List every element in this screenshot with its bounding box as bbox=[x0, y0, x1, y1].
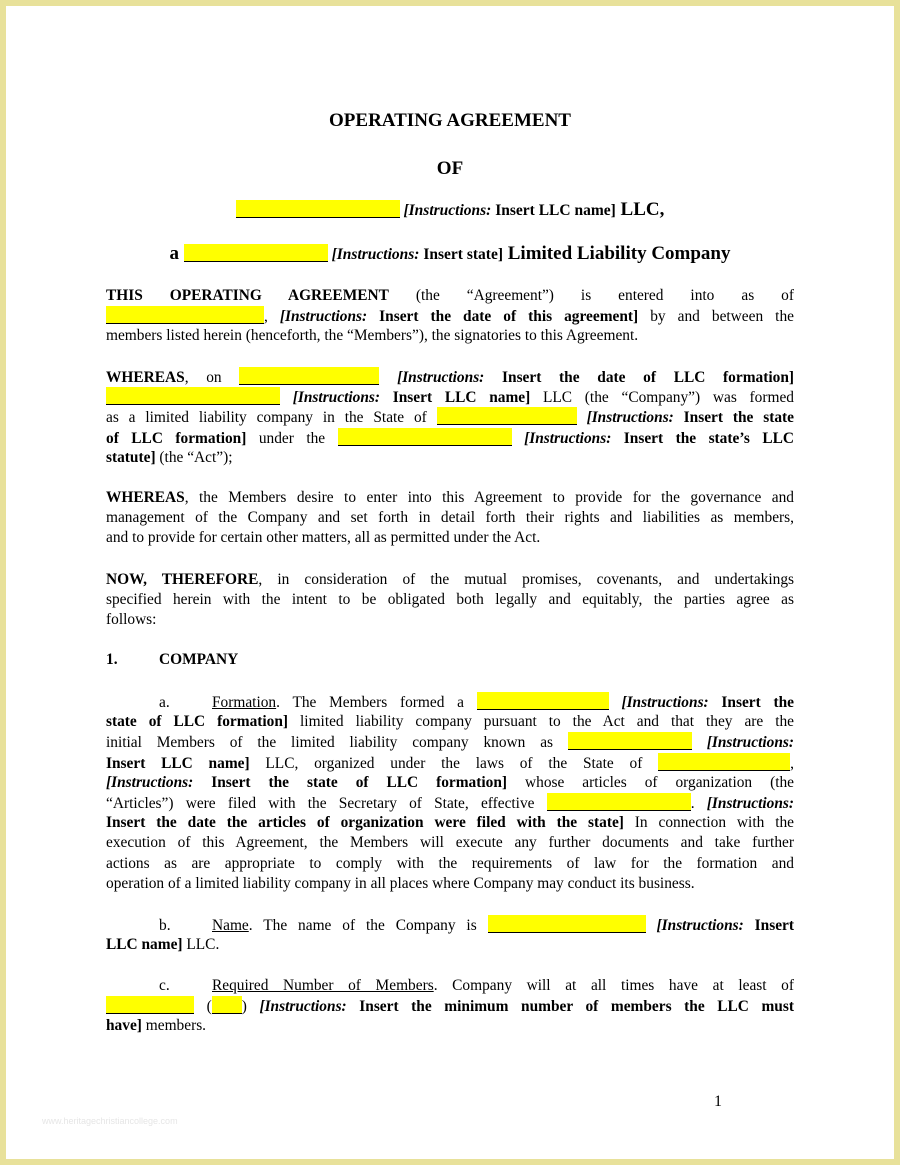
state-blank-2[interactable] bbox=[658, 753, 790, 771]
now-therefore-paragraph bbox=[106, 570, 794, 631]
state-blank[interactable] bbox=[184, 244, 328, 262]
text: . The Members formed a bbox=[276, 694, 477, 711]
text: whose articles of organization (the bbox=[507, 773, 794, 791]
llc-name-blank-2[interactable] bbox=[106, 387, 280, 405]
instr-italic: [Instructions: bbox=[259, 998, 347, 1016]
instr-italic: [Instructions: bbox=[292, 389, 380, 407]
instr-italic: [Instructions: bbox=[397, 369, 485, 386]
text: . Company will at all times have at least of bbox=[433, 977, 794, 994]
instr-text: Insert state] bbox=[419, 246, 503, 263]
instr-text: Insert LLC name] bbox=[491, 202, 616, 219]
intro-paragraph bbox=[106, 286, 794, 347]
instr-italic: [Instructions: bbox=[279, 308, 368, 326]
llc-suffix: LLC, bbox=[615, 199, 665, 220]
instr-italic: [Instructions: bbox=[586, 409, 674, 427]
bold-lead: WHEREAS bbox=[106, 489, 185, 506]
formation-state-blank-2[interactable] bbox=[477, 692, 609, 710]
text: ) bbox=[241, 998, 260, 1016]
bold-lead: WHEREAS bbox=[106, 369, 185, 386]
text: LLC, organized under the laws of the State of bbox=[249, 754, 659, 772]
subsection-heading: Formation bbox=[212, 694, 277, 711]
instr-text: Insert the date of LLC formation] bbox=[484, 369, 794, 386]
instr-text: statute] bbox=[106, 448, 156, 466]
text: , bbox=[264, 308, 280, 326]
subsection-a bbox=[106, 692, 794, 894]
text: operation of a limited liability company in all places where Company may conduct its business. bbox=[106, 874, 695, 892]
subsection-b bbox=[106, 915, 794, 955]
text: execution of this Agreement, the Members will execute any further documents and take further bbox=[106, 834, 794, 852]
instr-italic: [Instructions: bbox=[403, 202, 492, 219]
llc-name-line bbox=[6, 199, 894, 221]
page-number: 1 bbox=[714, 1093, 722, 1110]
company-name-blank[interactable] bbox=[488, 915, 646, 933]
instr-italic: [Instructions: bbox=[621, 694, 709, 711]
instr-text: Insert the date the articles of organization were filed with the state] bbox=[106, 814, 624, 832]
text: . The name of the Company is bbox=[248, 917, 488, 934]
section-title: COMPANY bbox=[159, 651, 239, 668]
subsection-heading: Name bbox=[212, 917, 249, 934]
text: under the bbox=[246, 429, 338, 447]
text: and to provide for certain other matters, all as permitted under the Act. bbox=[106, 529, 541, 547]
instr-text: have] bbox=[106, 1017, 142, 1035]
instr-italic: [Instructions: bbox=[656, 917, 744, 934]
text: members. bbox=[141, 1017, 207, 1035]
min-members-words-blank[interactable] bbox=[106, 996, 194, 1014]
text: management of the Company and set forth in detail forth their rights and liabilities as members, bbox=[106, 509, 794, 527]
instr-text: Insert LLC name] bbox=[380, 389, 531, 407]
text: limited liability company pursuant to the Act and that they are the bbox=[288, 713, 794, 731]
formation-date-blank[interactable] bbox=[239, 367, 379, 385]
text: by and between the bbox=[638, 308, 794, 326]
subsection-heading: Required Number of Members bbox=[212, 977, 434, 994]
text: specified herein with the intent to be obligated both legally and equitably, the parties agree as bbox=[106, 591, 794, 609]
text: LLC (the “Company”) was formed bbox=[530, 389, 794, 407]
instr-text: Insert the state bbox=[673, 409, 794, 427]
text: , bbox=[790, 754, 794, 772]
state-line bbox=[6, 243, 894, 265]
text: actions as are appropriate to comply with the requirements of law for the formation and bbox=[106, 854, 794, 872]
bold-lead: NOW, THEREFORE bbox=[106, 571, 259, 588]
section-number: 1. bbox=[106, 651, 118, 668]
text: follows: bbox=[106, 611, 157, 629]
llc-name-blank[interactable] bbox=[236, 200, 400, 218]
text: initial Members of the limited liability company known as bbox=[106, 734, 568, 752]
instr-italic: [Instructions: bbox=[706, 794, 794, 812]
text: as a limited liability company in the State of bbox=[106, 409, 437, 427]
agreement-date-blank[interactable] bbox=[106, 306, 264, 324]
text: , on bbox=[184, 369, 240, 386]
instr-text: Insert the bbox=[708, 694, 794, 711]
subsection-label: c. bbox=[159, 977, 170, 994]
subsection-label: a. bbox=[159, 694, 170, 711]
text: , in consideration of the mutual promises, covenants, and undertakings bbox=[258, 571, 794, 588]
instr-text: Insert LLC name] bbox=[106, 754, 250, 772]
instr-italic: [Instructions: bbox=[106, 773, 194, 791]
instr-italic: [Instructions: bbox=[331, 246, 420, 263]
text: ( bbox=[194, 998, 212, 1016]
instr-text: Insert the date of this agreement] bbox=[367, 308, 639, 326]
instr-text: Insert the state of LLC formation] bbox=[193, 773, 508, 791]
text: (the “Act”); bbox=[155, 448, 233, 466]
llc-name-blank-3[interactable] bbox=[568, 732, 692, 750]
doc-title-of: OF bbox=[436, 158, 464, 179]
text: , the Members desire to enter into this Agreement to provide for the governance and bbox=[184, 489, 794, 506]
section-heading bbox=[106, 651, 238, 669]
instr-italic: [Instructions: bbox=[706, 734, 794, 752]
doc-title: OPERATING AGREEMENT bbox=[329, 110, 571, 131]
formation-state-blank[interactable] bbox=[437, 407, 577, 425]
text: members listed herein (henceforth, the “Members”), the signatories to this Agreement. bbox=[106, 327, 639, 345]
instr-text: LLC name] bbox=[106, 936, 183, 954]
instr-text: state of LLC formation] bbox=[106, 713, 289, 731]
text: LLC. bbox=[182, 936, 220, 954]
subsection-label: b. bbox=[159, 917, 171, 934]
article-a: a bbox=[169, 243, 184, 264]
watermark: www.heritagechristiancollege.com bbox=[42, 1116, 178, 1126]
instr-text: Insert the minimum number of members the LLC must bbox=[346, 998, 794, 1016]
instr-italic: [Instructions: bbox=[524, 429, 612, 447]
bold-lead: THIS OPERATING AGREEMENT bbox=[106, 287, 389, 304]
instr-text: of LLC formation] bbox=[106, 429, 247, 447]
min-members-number-blank[interactable] bbox=[212, 996, 242, 1014]
instr-text: Insert the state’s LLC bbox=[611, 429, 794, 447]
text: “Articles”) were filed with the Secretary of State, effective bbox=[106, 794, 547, 812]
company-type: Limited Liability Company bbox=[503, 243, 731, 264]
statute-blank[interactable] bbox=[338, 428, 512, 446]
text: . bbox=[690, 794, 707, 812]
instr-text: Insert bbox=[743, 917, 794, 934]
whereas-paragraph-2 bbox=[106, 488, 794, 549]
text: (the “Agreement”) is entered into as of bbox=[388, 287, 794, 304]
subsection-c bbox=[106, 976, 794, 1037]
text: In connection with the bbox=[623, 814, 794, 832]
whereas-paragraph-1 bbox=[106, 367, 794, 468]
articles-date-blank[interactable] bbox=[547, 793, 691, 811]
